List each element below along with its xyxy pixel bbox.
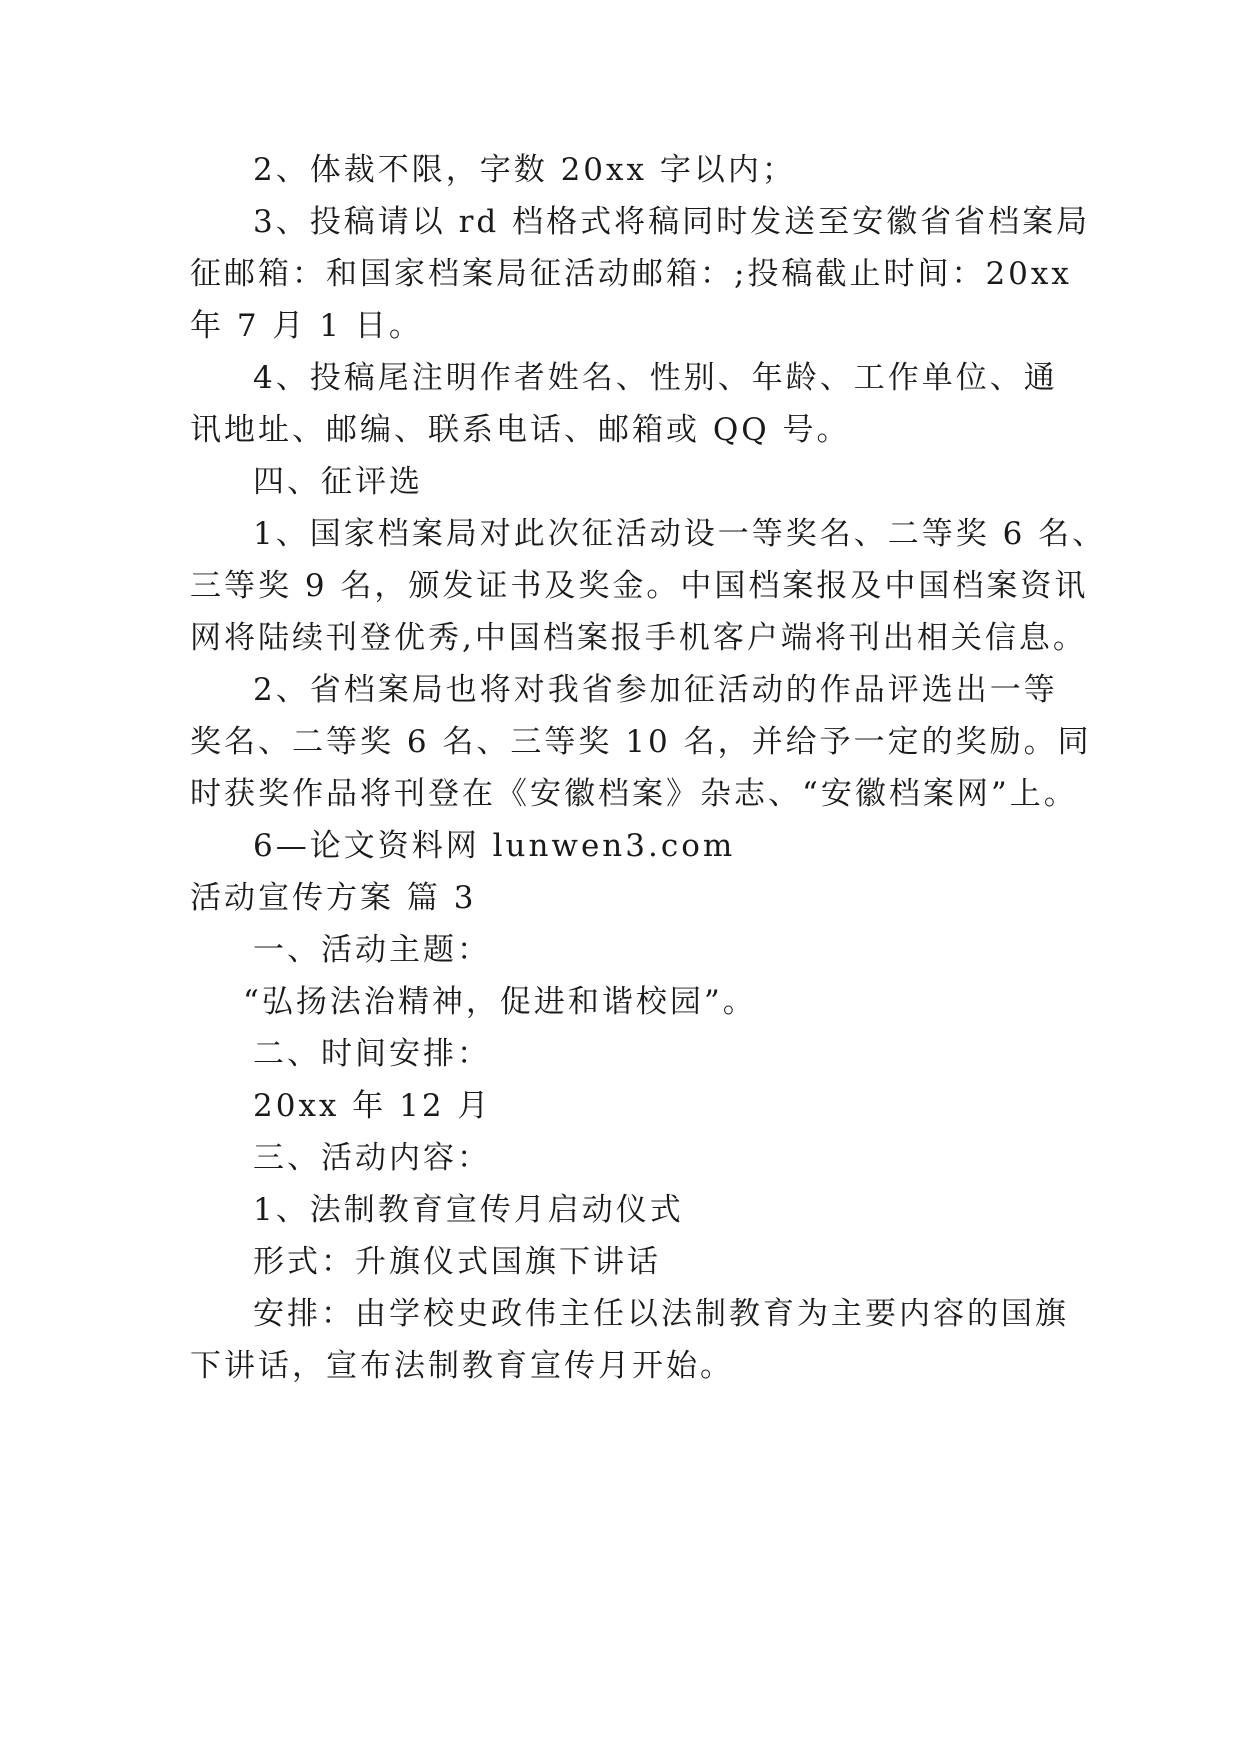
text-line: 1、法制教育宣传月启动仪式	[253, 1192, 684, 1228]
text-line: 4、投稿尾注明作者姓名、性别、年龄、工作单位、通	[253, 360, 1058, 396]
text-line: 20xx 年 12 月	[253, 1088, 492, 1124]
text-line: 奖名、二等奖 6 名、三等奖 10 名，并给予一定的奖励。同	[190, 724, 1092, 760]
section-heading: 四、征评选	[253, 464, 423, 500]
text-line: 2、省档案局也将对我省参加征活动的作品评选出一等	[253, 672, 1058, 708]
text-line: “弘扬法治精神，促进和谐校园”。	[243, 984, 757, 1020]
text-line: 1、国家档案局对此次征活动设一等奖名、二等奖 6 名、	[253, 516, 1107, 552]
text-line: 三等奖 9 名，颁发证书及奖金。中国档案报及中国档案资讯	[190, 568, 1089, 604]
text-line: 下讲话，宣布法制教育宣传月开始。	[190, 1348, 734, 1384]
section-heading: 三、活动内容：	[253, 1140, 491, 1176]
text-line: 形式：升旗仪式国旗下讲话	[253, 1244, 661, 1280]
section-heading: 一、活动主题：	[253, 932, 491, 968]
section-heading: 二、时间安排：	[253, 1036, 491, 1072]
text-line: 网将陆续刊登优秀,中国档案报手机客户端将刊出相关信息。	[190, 620, 1087, 656]
text-line: 征邮箱：和国家档案局征活动邮箱：;投稿截止时间：20xx	[190, 256, 1072, 292]
source-credit: 6—论文资料网 lunwen3.com	[253, 828, 736, 864]
text-line: 年 7 月 1 日。	[190, 308, 423, 344]
text-line: 安排：由学校史政伟主任以法制教育为主要内容的国旗	[253, 1296, 1069, 1332]
text-line: 2、体裁不限，字数 20xx 字以内；	[253, 152, 796, 188]
text-line: 讯地址、邮编、联系电话、邮箱或 QQ 号。	[190, 412, 851, 448]
text-line: 3、投稿请以 rd 档格式将稿同时发送至安徽省省档案局	[253, 204, 1091, 240]
document-title: 活动宣传方案 篇 3	[190, 880, 477, 916]
text-line: 时获奖作品将刊登在《安徽档案》杂志、“安徽档案网”上。	[190, 776, 1078, 812]
